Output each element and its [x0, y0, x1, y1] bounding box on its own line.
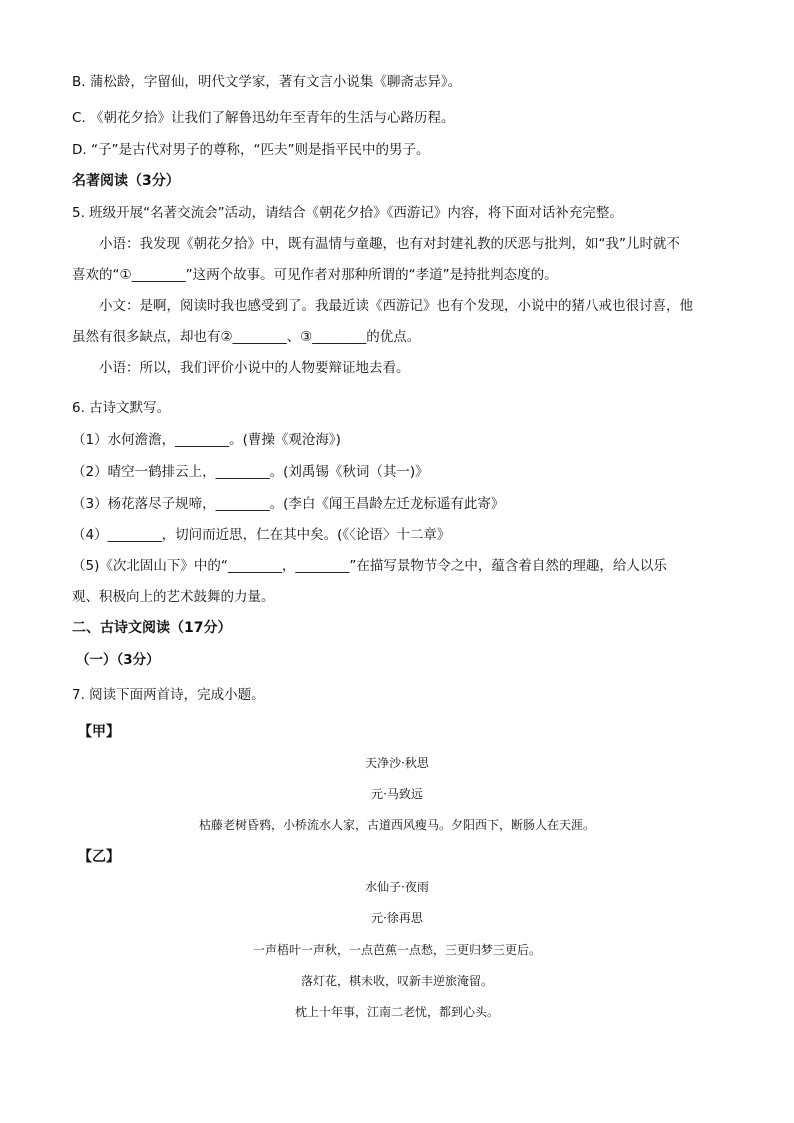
section-heading-two: 二、古诗文阅读（17分）: [72, 620, 232, 636]
question-5-para1-line2: 喜欢的“①________”这两个故事。可见作者对那种所谓的“孝道”是持批判态度的。: [72, 267, 558, 283]
question-5-para3: 小语：所以，我们评价小说中的人物要辩证地去看。: [99, 360, 410, 376]
poem-yi-label: 【乙】: [78, 849, 120, 865]
section-heading-mingzhu: 名著阅读（3分）: [72, 173, 180, 189]
question-6-item-5-continued: 观、积极向上的艺术鼓舞的力量。: [72, 589, 275, 605]
question-6-item-4: （4）________，切问而近思，仁在其中矣。(《〈论语〉十二章》: [72, 527, 451, 543]
question-6-item-1: （1）水何澹澹，________。(曹操《观沧海》): [72, 432, 341, 448]
poem-jia-label: 【甲】: [78, 724, 120, 740]
option-d: D. “子”是古代对男子的尊称，“匹夫”则是指平民中的男子。: [72, 142, 430, 158]
poem-yi-line-3: 枕上十年事，江南二老忧，都到心头。: [294, 1005, 499, 1019]
option-c: C. 《朝花夕拾》让我们了解鲁迅幼年至青年的生活与心路历程。: [72, 110, 455, 126]
poem-yi-line-2: 落灯花，棋未收，叹新丰逆旅淹留。: [300, 974, 493, 988]
poem-yi-author: 元·徐再思: [371, 911, 423, 925]
subsection-heading-one: （一）（3分）: [76, 652, 160, 668]
question-5-stem: 5. 班级开展“名著交流会”活动，请结合《朝花夕拾》《西游记》内容，将下面对话补充完整。: [72, 205, 623, 221]
question-6-stem: 6. 古诗文默写。: [72, 400, 171, 416]
option-b: B. 蒲松龄，字留仙，明代文学家，著有文言小说集《聊斋志异》。: [72, 74, 462, 90]
question-6-item-2: （2）晴空一鹤排云上，________。(刘禹锡《秋词（其一)》: [72, 464, 429, 480]
poem-jia-title: 天净沙·秋思: [365, 756, 429, 770]
poem-yi-title: 水仙子·夜雨: [365, 880, 429, 894]
question-7-stem: 7. 阅读下面两首诗，完成小题。: [72, 687, 265, 703]
question-5-para2-line2: 虽然有很多缺点，却也有②________、③________的优点。: [72, 329, 421, 345]
question-6-item-3: （3）杨花落尽子规啼，________。(李白《闻王昌龄左迁龙标遥有此寄》: [72, 496, 505, 512]
poem-jia-line: 枯藤老树昏鸦，小桥流水人家，古道西风瘦马。夕阳西下，断肠人在天涯。: [198, 818, 595, 832]
poem-yi-line-1: 一声梧叶一声秋，一点芭蕉一点愁，三更归梦三更后。: [252, 943, 541, 957]
question-6-item-5: （5)《次北固山下》中的“________，________”在描写景物节令之中，蕴含着自然的理趣，给人以乐: [72, 558, 667, 574]
poem-jia-author: 元·马致远: [371, 787, 423, 801]
question-5-para2-line1: 小文：是啊，阅读时我也感受到了。我最近读《西游记》也有个发现，小说中的猪八戒也很讨喜，他: [99, 298, 693, 314]
question-5-para1-line1: 小语：我发现《朝花夕拾》中，既有温情与童趣，也有对封建礼教的厌恶与批判，如“我”儿时就不: [99, 236, 680, 252]
